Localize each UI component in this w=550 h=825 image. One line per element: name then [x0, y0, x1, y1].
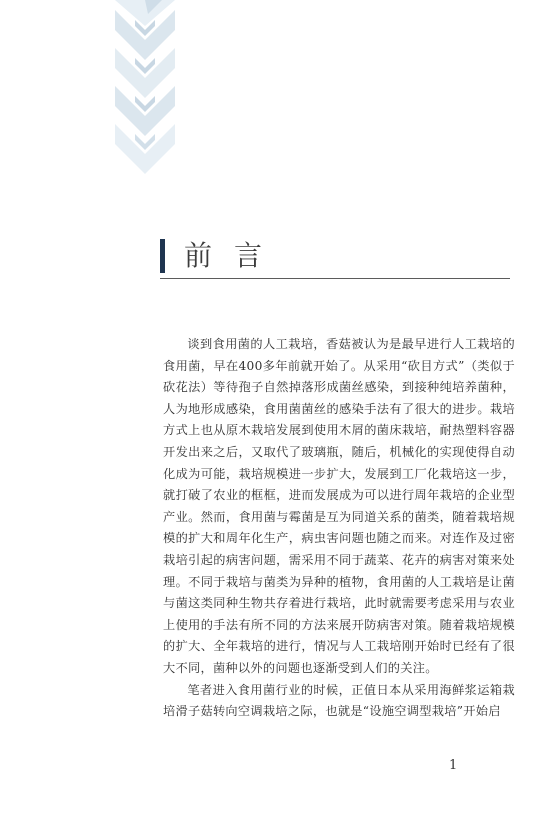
- page-title: 前言: [184, 239, 285, 272]
- paragraph: 笔者进入食用菌行业的时候，正值日本从采用海鲜浆运箱栽培滑子菇转向空调栽培之际，也就是“设施空调型栽培”开始启: [163, 682, 515, 719]
- section-heading: [160, 236, 510, 286]
- page-number: 1: [449, 758, 458, 773]
- chevron-icon: [115, 0, 175, 174]
- heading-accent-bar: [160, 239, 165, 273]
- paragraph: 谈到食用菌的人工栽培，香菇被认为是最早进行人工栽培的食用菌，早在400多年前就开始了。从采用“砍目方式”（类似于砍花法）等待孢子自然掉落形成菌丝感染，到接种纯培养菌种，人为地形成感染，食用菌菌丝的感染手法有了很大的进步。栽培方式上也从原木栽培发展到使用木屑的菌床栽培，耐热塑料容器开发出来之后，又取代了玻璃瓶，随后，机械化的实现使得自动化成为可能，栽培规模进一步扩大，发展到工厂化栽培这一步，就打破了农业的框框，进而发展成为可以进行周年栽培的企业型产业。然而，食用菌与霉菌是互为同道关系的菌类，随着栽培规模的扩大和周年化生产，病虫害问题也随之而来。对连作及过密栽培引起的病害问题，需采用不同于蔬菜、花卉的病害对策来处理。不同于栽培与菌类为异种的植物，食用菌的人工栽培是让菌与菌这类同种生物共存着进行栽培，此时就需要考虑采用与农业上使用的手法有所不同的方法来展开防病害对策。随着栽培规模的扩大、全年栽培的进行，情况与人工栽培刚开始时已经有了很大不同，菌种以外的问题也逐渐受到人们的关注。: [163, 337, 515, 675]
- preface-body: [163, 334, 515, 723]
- heading-divider: [160, 278, 510, 279]
